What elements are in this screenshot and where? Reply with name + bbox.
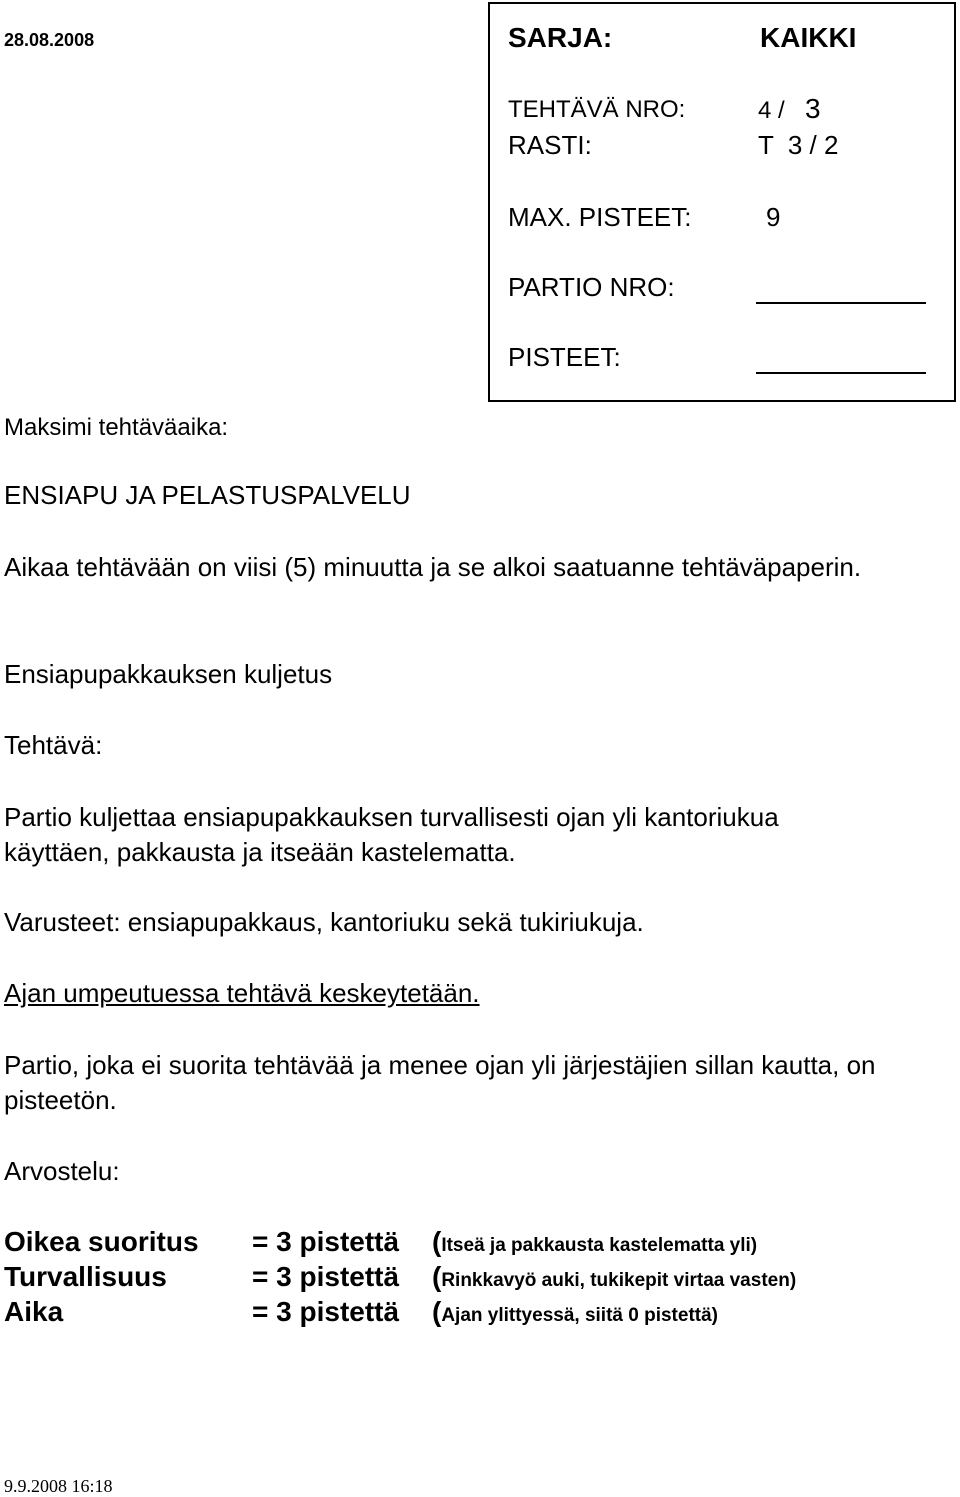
grading-note-open: (	[432, 1261, 442, 1292]
max-pisteet-label: MAX. PISTEET:	[508, 202, 692, 232]
grading-item: Turvallisuus	[4, 1261, 167, 1292]
grading-note-open: (	[432, 1296, 442, 1327]
grading-note	[432, 1296, 718, 1328]
rasti-value: T 3 / 2	[758, 130, 839, 160]
grading-item: Aika	[4, 1296, 64, 1327]
grading-label: Arvostelu:	[4, 1156, 120, 1186]
sarja-label: SARJA:	[508, 22, 613, 53]
equipment-text: Varusteet: ensiapupakkaus, kantoriuku sekä tukiriukuja.	[4, 907, 644, 937]
grading-note-text: Itseä ja pakkausta kastelematta yli)	[441, 1235, 758, 1256]
tehtava-value-a: 4 /	[758, 97, 785, 124]
task-title: Ensiapupakkauksen kuljetus	[4, 659, 333, 689]
max-pisteet-value: 9	[766, 202, 781, 232]
grading-note-text: Rinkkavyö auki, tukikepit virtaa vasten)	[441, 1270, 797, 1291]
tehtava-value-b: 3	[805, 93, 821, 124]
grading-points: = 3 pistettä	[252, 1226, 400, 1257]
pisteet-blank[interactable]	[756, 346, 926, 379]
grading-points: = 3 pistettä	[252, 1261, 400, 1292]
maksimi-tehtavaaika: Maksimi tehtäväaika:	[4, 414, 229, 441]
grading-note	[432, 1261, 796, 1293]
task-text: Partio kuljettaa ensiapupakkauksen turvallisesti ojan yli kantoriukua käyttäen, pakkausta ja itseään kastelematta.	[4, 802, 779, 867]
partio-nro-label: PARTIO NRO:	[508, 272, 675, 302]
grading-item: Oikea suoritus	[4, 1226, 199, 1257]
timeout-note: Ajan umpeutuessa tehtävä keskeytetään.	[4, 978, 480, 1008]
grading-note-text: Ajan ylittyessä, siitä 0 pistettä)	[441, 1305, 718, 1326]
tehtava-label: TEHTÄVÄ NRO:	[508, 96, 686, 123]
document-date: 28.08.2008	[4, 30, 95, 50]
time-note: Aikaa tehtävään on viisi (5) minuutta ja se alkoi saatuanne tehtäväpaperin.	[4, 552, 862, 582]
task-label: Tehtävä:	[4, 730, 103, 760]
grading-points: = 3 pistettä	[252, 1296, 400, 1327]
section-title: ENSIAPU JA PELASTUSPALVELU	[4, 480, 411, 510]
pisteet-label: PISTEET:	[508, 342, 621, 372]
grading-note-open: (	[432, 1226, 442, 1257]
grading-note	[432, 1226, 757, 1258]
partio-nro-blank[interactable]	[756, 276, 926, 309]
rasti-label: RASTI:	[508, 130, 592, 160]
footer-timestamp: 9.9.2008 16:18	[4, 1476, 113, 1496]
bridge-note: Partio, joka ei suorita tehtävää ja menee ojan yli järjestäjien sillan kautta, on pisteetön.	[4, 1050, 876, 1115]
sarja-value: KAIKKI	[760, 22, 857, 53]
